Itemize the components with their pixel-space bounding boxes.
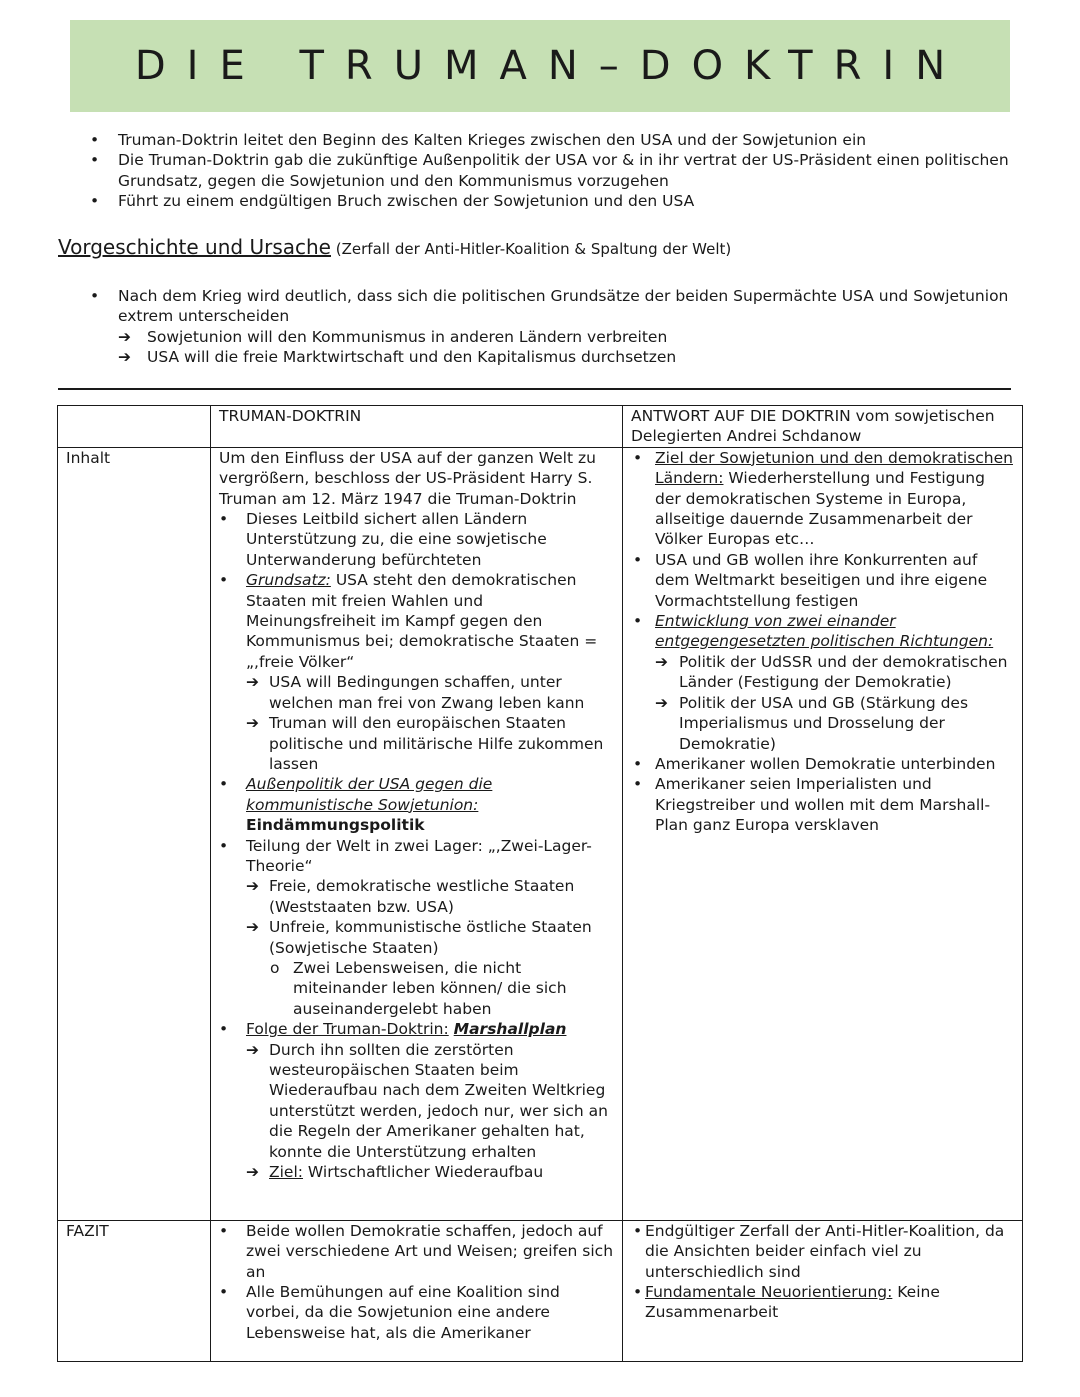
- arrow-text: Politik der USA und GB (Stärkung des Imperialismus und Drosselung der Demokratie): [679, 693, 969, 753]
- antwort-arrow-item: [631, 693, 1014, 754]
- background-block: [90, 286, 1025, 368]
- intro-list: [90, 130, 1025, 212]
- page-title: DIE TRUMAN–DOKTRIN: [134, 43, 967, 89]
- section-heading-row: [58, 236, 731, 260]
- fazit-truman-bullet: • Beide wollen Demokratie schaffen, jedoch auf zwei verschiedene Art und Weisen; greifen sich an: [219, 1221, 614, 1282]
- intro-bullet: • Führt zu einem endgültigen Bruch zwischen der Sowjetunion und den USA: [90, 191, 1025, 211]
- arrow-icon: ➔: [246, 673, 259, 692]
- truman-bullet: [219, 1019, 614, 1039]
- background-arrow-item: [90, 347, 1025, 367]
- fazit-antwort-bullet: [631, 1282, 1014, 1323]
- table-row-inhalt: [58, 447, 1023, 1220]
- truman-bullet: [219, 774, 614, 835]
- arrow-icon: ➔: [246, 714, 259, 733]
- truman-grundsatz-label: Grundsatz:: [246, 571, 331, 590]
- truman-arrow-item: [219, 1162, 614, 1182]
- intro-bullet: • Die Truman-Doktrin gab die zukünftige Außenpolitik der USA vor & in ihr vertrat der US-Präsident einen politischen Grundsatz, gegen die Sowjetunion und den Kommunismus vorzugehen: [90, 150, 1025, 191]
- antwort-bullet: • USA und GB wollen ihre Konkurrenten auf dem Weltmarkt beseitigen und ihre eigene Vormachtstellung festigen: [631, 550, 1014, 611]
- antwort-entwicklung-label: Entwicklung von zwei einander entgegengesetzten politischen Richtungen:: [655, 612, 994, 651]
- table-header-row: [58, 406, 1023, 448]
- arrow-icon: ➔: [246, 877, 259, 896]
- row-label-fazit: FAZIT: [58, 1220, 211, 1361]
- arrow-text: Unfreie, kommunistische östliche Staaten (Sowjetische Staaten): [269, 918, 592, 957]
- cell-antwort-inhalt: [623, 447, 1023, 1220]
- background-arrow-item: [90, 327, 1025, 347]
- truman-arrow-item: [219, 917, 614, 958]
- truman-bullet: • Dieses Leitbild sichert allen Ländern Unterstützung zu, die eine sowjetische Unterwanderung befürchteten: [219, 509, 614, 570]
- arrow-text: Politik der UdSSR und der demokratischen Länder (Festigung der Demokratie): [679, 652, 1008, 692]
- truman-intro: Um den Einfluss der USA auf der ganzen Welt zu vergrößern, beschloss der US-Präsident Harry S. Truman am 12. März 1947 die Truman-Doktrin: [219, 448, 596, 508]
- background-bullet: • Nach dem Krieg wird deutlich, dass sich die politischen Grundsätze der beiden Supermächte USA und Sowjetunion extrem unterscheiden: [90, 286, 1025, 327]
- truman-ziel-text: Wirtschaftlicher Wiederaufbau: [303, 1163, 544, 1182]
- truman-grundsatz-text: USA steht den demokratischen Staaten mit freien Wahlen und Meinungsfreiheit im Kampf gegen den Kommunismus bei; demokratische Staaten = „,freie Völker“: [246, 571, 598, 671]
- antwort-bullet: [631, 611, 1014, 652]
- sub-item-text: Zwei Lebensweisen, die nicht miteinander leben können/ die sich auseinandergelebt haben: [293, 958, 567, 1018]
- arrow-text: Truman will den europäischen Staaten politische und militärische Hilfe zukommen lassen: [269, 714, 604, 773]
- arrow-text: Sowjetunion will den Kommunismus in anderen Ländern verbreiten: [147, 327, 668, 346]
- truman-sub-item: [219, 958, 614, 1019]
- cell-antwort-fazit: [623, 1220, 1023, 1361]
- antwort-arrow-item: [631, 652, 1014, 693]
- truman-marshallplan: Marshallplan: [453, 1020, 567, 1039]
- truman-bullet: • Teilung der Welt in zwei Lager: „,Zwei-Lager-Theorie“: [219, 836, 614, 877]
- cell-truman-fazit: [211, 1220, 623, 1361]
- antwort-ziel-text: Wiederherstellung und Festigung der demokratischen Systeme in Europa, allseitige dauernde Zusammenarbeit der Völker Europas etc…: [655, 469, 985, 549]
- antwort-bullet: • Amerikaner seien Imperialisten und Kriegstreiber und wollen mit dem Marshall-Plan ganz Europa versklaven: [631, 774, 1014, 835]
- table-header-empty: [58, 406, 211, 448]
- table-row-fazit: [58, 1220, 1023, 1361]
- intro-bullet: • Truman-Doktrin leitet den Beginn des Kalten Krieges zwischen den USA und der Sowjetunion ein: [90, 130, 1025, 150]
- truman-arrow-item: [219, 713, 614, 774]
- circle-bullet-icon: o: [270, 958, 280, 977]
- horizontal-rule: [58, 388, 1011, 390]
- fazit-truman-bullet: • Alle Bemühungen auf eine Koalition sind vorbei, da die Sowjetunion eine andere Lebensweise hat, als die Amerikaner: [219, 1282, 614, 1343]
- arrow-text: Freie, demokratische westliche Staaten (Weststaaten bzw. USA): [269, 877, 575, 916]
- arrow-icon: ➔: [118, 348, 131, 367]
- truman-bullet: [219, 570, 614, 672]
- title-banner: [70, 20, 1010, 112]
- row-label-inhalt: Inhalt: [58, 447, 211, 1220]
- arrow-icon: ➔: [118, 327, 131, 346]
- truman-arrow-item: [219, 672, 614, 713]
- arrow-icon: ➔: [246, 1163, 259, 1182]
- table-header-antwort: ANTWORT AUF DIE DOKTRIN vom sowjetischen Delegierten Andrei Schdanow: [623, 406, 1023, 448]
- comparison-table: [57, 405, 1023, 1362]
- arrow-icon: ➔: [246, 1040, 259, 1059]
- truman-folge-label: Folge der Truman-Doktrin:: [246, 1020, 449, 1039]
- antwort-bullet: • Amerikaner wollen Demokratie unterbinden: [631, 754, 1014, 774]
- arrow-text: USA will die freie Marktwirtschaft und den Kapitalismus durchsetzen: [147, 348, 677, 367]
- arrow-text: Durch ihn sollten die zerstörten westeuropäischen Staaten beim Wiederaufbau nach dem Zweiten Weltkrieg unterstützt werden, jedoch nur, wer sich an die Regeln der Amerikaner gehalten hat, konnte die Unterstützung erhalten: [269, 1040, 608, 1161]
- truman-arrow-item: [219, 876, 614, 917]
- section-heading: Vorgeschichte und Ursache: [58, 235, 331, 259]
- fazit-neuorientierung-label: Fundamentale Neuorientierung:: [645, 1283, 893, 1302]
- arrow-icon: ➔: [655, 693, 668, 712]
- antwort-bullet: [631, 448, 1014, 550]
- antwort-ziel-label: Ziel der Sowjetunion und den demokratischen Ländern:: [655, 448, 1013, 488]
- section-subheading: (Zerfall der Anti-Hitler-Koalition & Spaltung der Welt): [335, 240, 732, 258]
- truman-arrow-item: [219, 1040, 614, 1162]
- arrow-text: USA will Bedingungen schaffen, unter welchen man frei von Zwang leben kann: [269, 673, 585, 712]
- arrow-icon: ➔: [655, 652, 668, 671]
- arrow-icon: ➔: [246, 918, 259, 937]
- fazit-antwort-bullet: • Endgültiger Zerfall der Anti-Hitler-Koalition, da die Ansichten beider einfach viel zu unterschiedlich sind: [631, 1221, 1014, 1282]
- table-header-truman: TRUMAN-DOKTRIN: [211, 406, 623, 448]
- truman-aussenpolitik-text: Eindämmungspolitik: [246, 816, 425, 835]
- cell-truman-inhalt: [211, 447, 623, 1220]
- truman-ziel-label: Ziel:: [269, 1163, 303, 1182]
- truman-aussenpolitik-label: Außenpolitik der USA gegen die kommunistische Sowjetunion:: [246, 775, 493, 814]
- fazit-neuorientierung-text: Keine Zusammenarbeit: [645, 1283, 940, 1322]
